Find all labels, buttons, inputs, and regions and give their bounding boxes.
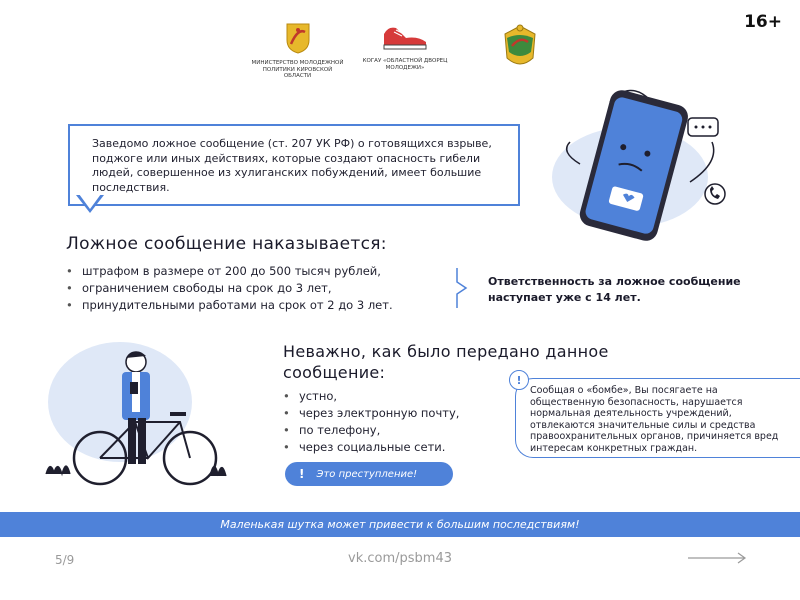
youth-palace-caption: КОГАУ «ОБЛАСТНОЙ ДВОРЕЦ МОЛОДЕЖИ»: [362, 58, 448, 71]
list-item: • принудительными работами на срок от 2 до 3 лет.: [66, 297, 393, 314]
list-item: • по телефону,: [283, 422, 459, 439]
list-item: • через социальные сети.: [283, 439, 459, 456]
page-indicator: 5/9: [55, 553, 75, 567]
chevron-right-icon: [455, 266, 469, 310]
police-emblem-icon: [499, 22, 541, 74]
crime-warning-button[interactable]: [285, 462, 453, 486]
exclamation-icon: !: [299, 467, 305, 481]
list-item: • устно,: [283, 388, 459, 405]
police-logo: [490, 22, 550, 78]
punishment-list: [66, 263, 393, 314]
bottom-banner: Маленькая шутка может привести к большим последствиям!: [0, 512, 800, 537]
ministry-logo: [250, 22, 345, 80]
smartphone-illustration: [540, 82, 740, 242]
list-item: • штрафом в размере от 200 до 500 тысяч рублей,: [66, 263, 393, 280]
cyclist-illustration: [40, 342, 240, 492]
youth-palace-logo: [360, 22, 450, 71]
channels-list: [283, 388, 459, 456]
crime-warning-label: Это преступление!: [316, 468, 418, 480]
kirov-coat-of-arms-icon: [285, 22, 311, 54]
partner-logos: [250, 22, 560, 92]
footer-link[interactable]: vk.com/psbm43: [348, 551, 452, 566]
arrow-right-icon[interactable]: [688, 552, 748, 564]
ministry-caption: МИНИСТЕРСТВО МОЛОДЕЖНОЙ ПОЛИТИКИ КИРОВСКОЙ ОБЛАСТИ: [251, 60, 344, 79]
info-text: Сообщая о «бомбе», Вы посягаете на общественную безопасность, нарушается нормальная деятельность учреждений, отвлекаются значительные силы и средства правоохранительных органов, причиняется вред интересам конкретных граждан.: [530, 385, 779, 454]
list-item: • ограничением свободы на срок до 3 лет,: [66, 280, 393, 297]
channels-heading: Неважно, как было передано данное сообщение:: [283, 342, 609, 382]
responsibility-note: Ответственность за ложное сообщение наступает уже с 14 лет.: [488, 275, 741, 304]
definition-text: Заведомо ложное сообщение (ст. 207 УК РФ) о готовящихся взрыве, поджоге или иных действиях, которые создают опасность гибели людей, совершенное из хулиганских побуждений, имеет большие последствия.: [92, 137, 492, 194]
list-item: • через электронную почту,: [283, 405, 459, 422]
age-rating-badge: 16+: [744, 12, 782, 32]
punishment-heading: Ложное сообщение наказывается:: [66, 234, 387, 254]
speech-bubble-tail: [76, 195, 104, 213]
red-sneaker-icon: [380, 22, 430, 52]
info-alert-icon: !: [509, 370, 529, 390]
